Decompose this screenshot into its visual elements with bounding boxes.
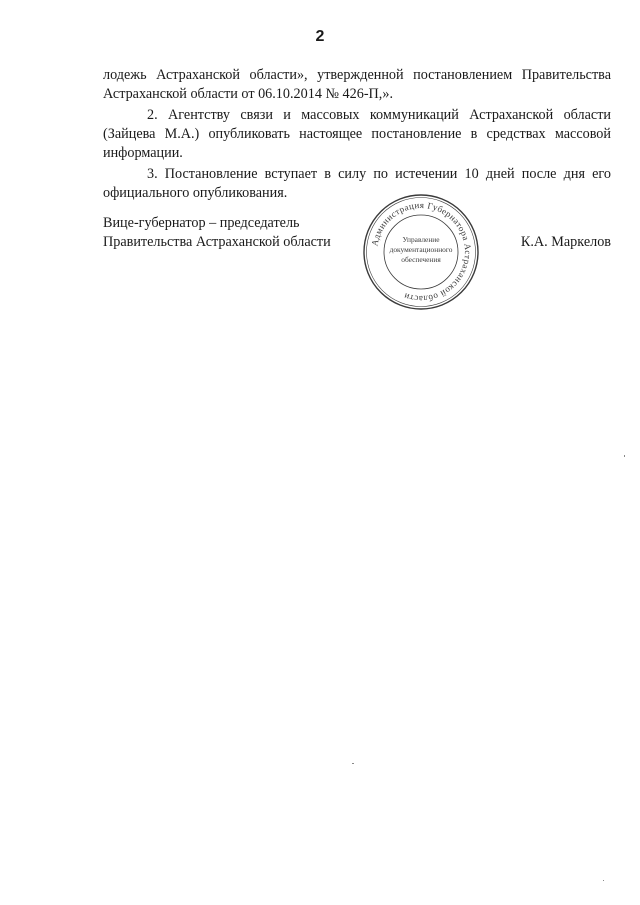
signatory-name: К.А. Маркелов [520,234,611,250]
paragraph-item-3: 3. Постановление вступает в силу по истечении 10 дней после дня его официального опубликования. [103,166,611,201]
signature-block [103,199,611,314]
body-text [103,66,611,205]
scan-speck [603,880,604,881]
page-number: 2 [315,28,325,45]
scan-speck [352,763,354,764]
seal-center-line-3: обеспечения [401,255,441,264]
signatory-title [103,214,363,252]
scan-speck [624,455,625,457]
signatory-title-line-1: Вице-губернатор – председатель [103,215,300,231]
seal-ring-text: Администрация Губернатора Астраханской области [369,199,474,305]
signatory-title-line-2: Правительства Астраханской области [103,234,331,250]
seal-center-line-1: Управление [402,235,440,244]
seal-center-line-2: документационного [389,245,453,254]
official-seal-stamp [361,192,481,312]
paragraph-item-2: 2. Агентству связи и массовых коммуникаций Астраханской области (Зайцева М.А.) опубликовать настоящее постановление в средствах массовой информации. [103,107,611,161]
paragraph-continuation: лодежь Астраханской области», утвержденной постановлением Правительства Астраханской области от 06.10.2014 № 426-П,». [103,67,611,102]
